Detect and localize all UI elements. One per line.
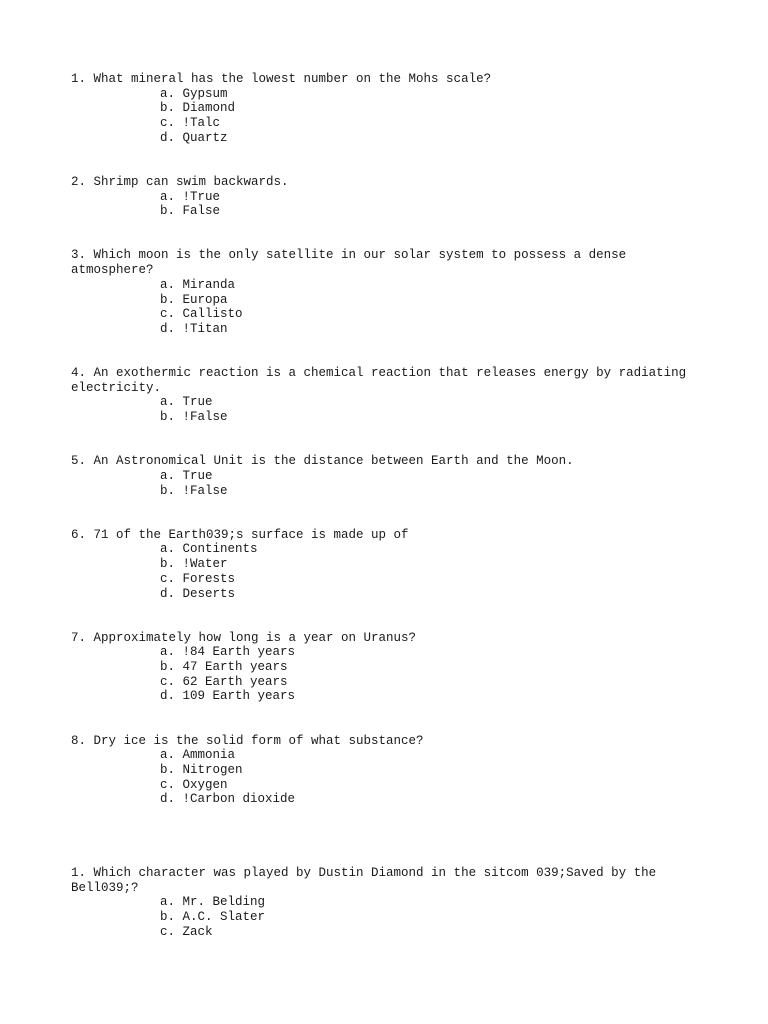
quiz-section bbox=[71, 866, 711, 940]
answer-option: c. Callisto bbox=[160, 307, 243, 322]
answer-options bbox=[71, 395, 711, 424]
answer-option: b. A.C. Slater bbox=[160, 909, 266, 924]
answer-option: a. Ammonia bbox=[160, 748, 236, 763]
answer-option: d. Deserts bbox=[160, 586, 236, 601]
question-block bbox=[71, 528, 711, 602]
question-text: 6. 71 of the Earth039;s surface is made up of bbox=[71, 527, 409, 542]
answer-options bbox=[71, 278, 711, 337]
question-block bbox=[71, 72, 711, 146]
question-block bbox=[71, 175, 711, 219]
answer-option: a. True bbox=[160, 468, 213, 483]
question-text: 5. An Astronomical Unit is the distance between Earth and the Moon. bbox=[71, 454, 574, 469]
answer-option: b. Nitrogen bbox=[160, 762, 243, 777]
question-text: 1. Which character was played by Dustin Diamond in the sitcom 039;Saved by the Bell039;? bbox=[71, 865, 664, 895]
answer-option: b. 47 Earth years bbox=[160, 660, 288, 675]
answer-option: d. Quartz bbox=[160, 130, 228, 145]
answer-option: b. !Water bbox=[160, 557, 228, 572]
answer-option: b. !False bbox=[160, 483, 228, 498]
answer-option: c. 62 Earth years bbox=[160, 674, 288, 689]
answer-option: d. !Carbon dioxide bbox=[160, 792, 296, 807]
answer-option: b. Diamond bbox=[160, 101, 236, 116]
answer-option: a. Mr. Belding bbox=[160, 895, 266, 910]
answer-option: a. !True bbox=[160, 189, 221, 204]
question-block bbox=[71, 454, 711, 498]
quiz-document bbox=[71, 72, 711, 939]
answer-options bbox=[71, 895, 711, 939]
answer-option: b. !False bbox=[160, 410, 228, 425]
answer-option: c. Forests bbox=[160, 571, 236, 586]
question-block bbox=[71, 734, 711, 808]
answer-options bbox=[71, 469, 711, 498]
answer-option: a. Miranda bbox=[160, 277, 236, 292]
question-text: 1. What mineral has the lowest number on the Mohs scale? bbox=[71, 72, 492, 86]
answer-option: c. !Talc bbox=[160, 116, 221, 131]
question-text: 8. Dry ice is the solid form of what substance? bbox=[71, 733, 424, 748]
answer-options bbox=[71, 190, 711, 219]
question-text: 3. Which moon is the only satellite in our solar system to possess a dense atmosphere? bbox=[71, 248, 634, 278]
question-block bbox=[71, 366, 711, 425]
question-block bbox=[71, 631, 711, 705]
answer-option: d. !Titan bbox=[160, 321, 228, 336]
answer-option: a. !84 Earth years bbox=[160, 645, 296, 660]
question-text: 2. Shrimp can swim backwards. bbox=[71, 174, 289, 189]
answer-option: c. Oxygen bbox=[160, 777, 228, 792]
quiz-section bbox=[71, 72, 711, 807]
answer-option: b. Europa bbox=[160, 292, 228, 307]
answer-option: a. True bbox=[160, 395, 213, 410]
question-text: 4. An exothermic reaction is a chemical reaction that releases energy by radiating electricity. bbox=[71, 366, 694, 395]
question-block bbox=[71, 248, 711, 336]
answer-option: a. Gypsum bbox=[160, 86, 228, 101]
answer-options bbox=[71, 87, 711, 146]
answer-option: b. False bbox=[160, 204, 221, 219]
answer-option: c. Zack bbox=[160, 924, 213, 939]
answer-option: d. 109 Earth years bbox=[160, 689, 296, 704]
answer-options bbox=[71, 748, 711, 807]
question-block bbox=[71, 866, 711, 940]
answer-options bbox=[71, 645, 711, 704]
answer-options bbox=[71, 542, 711, 601]
question-text: 7. Approximately how long is a year on Uranus? bbox=[71, 630, 417, 645]
answer-option: a. Continents bbox=[160, 542, 258, 557]
